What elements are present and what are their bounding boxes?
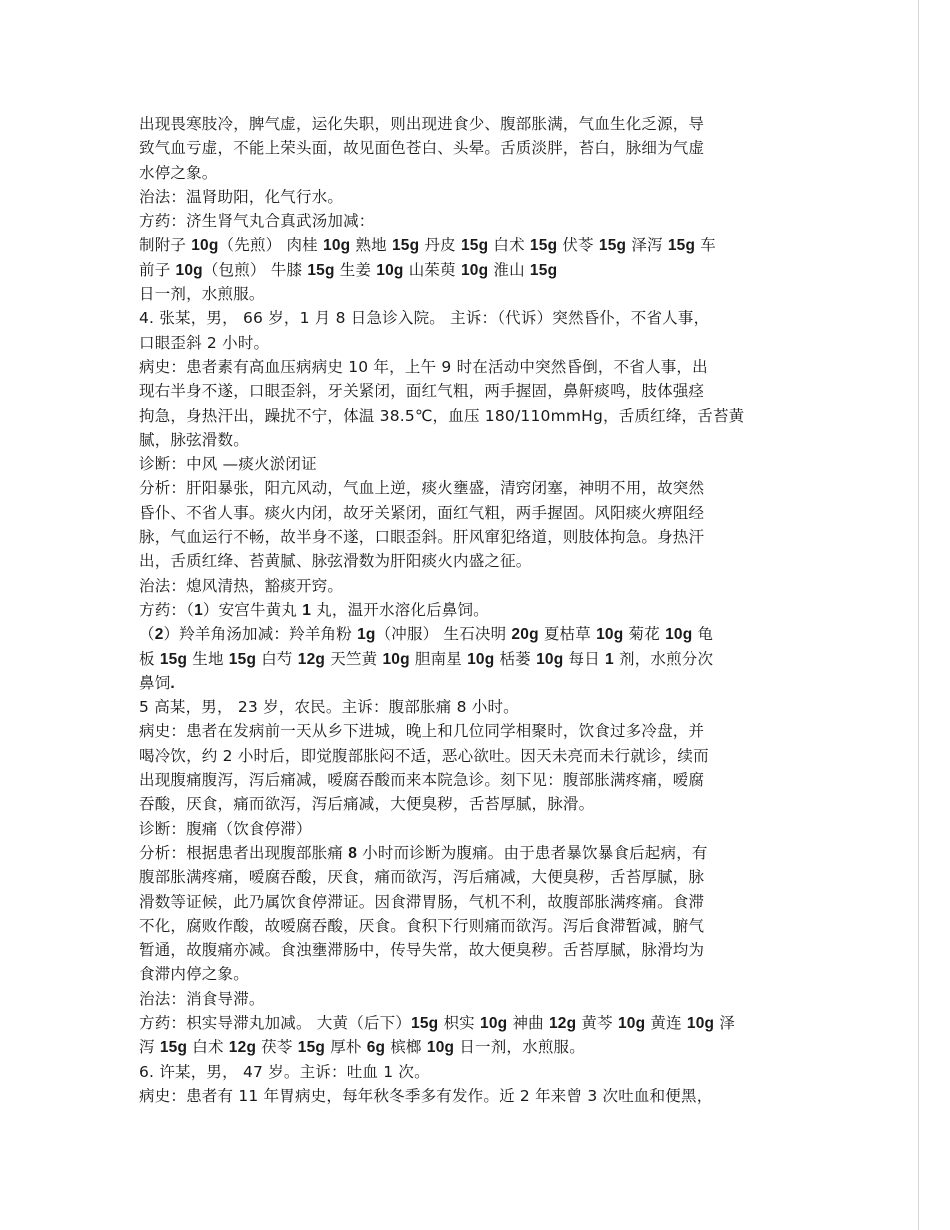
text-line: 治法：温肾助阳，化气行水。 (139, 187, 344, 206)
text-line: 出，舌质红绛、苔黄腻、脉弦滑数为肝阳痰火内盛之征。 (139, 552, 532, 571)
text-line: 病史：患者素有高血压病病史 10 年，上午 9 时在活动中突然昏倒，不省人事，出 (139, 357, 708, 376)
text-line: 不化，腐败作酸，故嗳腐吞酸，厌食。食积下行则痛而欲泻。泻后食滞暂减，腑气 (139, 916, 705, 935)
text-line: 出现畏寒肢冷，脾气虚，运化失职，则出现进食少、腹部胀满，气血生化乏源，导 (139, 115, 705, 133)
text-line: 治法：消食导滞。 (139, 989, 265, 1008)
text-line: 制附子 10g（先煎） 肉桂 10g 熟地 15g 丹皮 15g 白术 15g 伏苓 15g 泽泻 15g 车 (139, 236, 716, 255)
text-line: 口眼歪斜 2 小时。 (139, 333, 270, 352)
text-line: 昏仆、不省人事。痰火内闭，故牙关紧闭，面红气粗，两手握固。风阳痰火痹阻经 (139, 503, 705, 522)
text-line: 出现腹痛腹泻，泻后痛减，嗳腐吞酸而来本院急诊。刻下见：腹部胀满疼痛，嗳腐 (139, 771, 705, 790)
text-line: 食滞内停之象。 (139, 965, 249, 984)
text-line: 暂通，故腹痛亦减。食浊壅滞肠中，传导失常，故大便臭秽。舌苔厚腻，脉滑均为 (139, 941, 705, 960)
text-line: 前子 10g（包煎） 牛膝 15g 生姜 10g 山茱萸 10g 淮山 15g (139, 260, 558, 279)
text-line: 腻，脉弦滑数。 (139, 430, 249, 449)
text-line: 滑数等证候，此乃属饮食停滞证。因食滞胃肠，气机不利，故腹部胀满疼痛。食滞 (139, 892, 705, 911)
text-line: 腹部胀满疼痛，嗳腐吞酸，厌食，痛而欲泻，泻后痛减，大便臭秽，舌苔厚腻，脉 (139, 868, 705, 887)
text-line: 诊断：中风 —痰火淤闭证 (139, 455, 317, 474)
document-page (139, 112, 819, 1108)
text-line: 治法：熄风清热，豁痰开窍。 (139, 576, 344, 595)
text-line: 喝冷饮，约 2 小时后，即觉腹部胀闷不适，恶心欲吐。因天未亮而未行就诊，续而 (139, 746, 709, 765)
text-line: 致气血亏虚，不能上荣头面，故见面色苍白、头晕。舌质淡胖，苔白，脉细为气虚 (139, 139, 705, 158)
text-line: 板 15g 生地 15g 白芍 12g 天竺黄 10g 胆南星 10g 栝蒌 10g 每日 1 剂，水煎分次 (139, 649, 714, 668)
text-line: 鼻饲. (139, 673, 175, 692)
text-line: （2）羚羊角汤加减：羚羊角粉 1g（冲服） 生石决明 20g 夏枯草 10g 菊花 10g 龟 (139, 625, 714, 644)
text-line: 拘急，身热汗出，躁扰不宁，体温 38.5℃，血压 180/110mmHg，舌质红绛，舌苔黄 (139, 406, 745, 425)
text-line: 水停之象。 (139, 163, 218, 182)
text-line: 方药：（1）安宫牛黄丸 1 丸，温开水溶化后鼻饲。 (139, 600, 489, 619)
text-line: 方药：枳实导滞丸加减。 大黄（后下）15g 枳实 10g 神曲 12g 黄芩 10g 黄连 10g 泽 (139, 1013, 736, 1032)
text-line: 分析：肝阳暴张，阳亢风动，气血上逆，痰火壅盛，清窍闭塞，神明不用，故突然 (139, 479, 705, 498)
text-line: 分析：根据患者出现腹部胀痛 8 小时而诊断为腹痛。由于患者暴饮暴食后起病，有 (139, 843, 708, 862)
text-line: 病史：患者在发病前一天从乡下进城，晚上和几位同学相聚时，饮食过多冷盘，并 (139, 722, 705, 741)
text-line: 日一剂，水煎服。 (139, 285, 265, 304)
page-right-edge (918, 0, 919, 1230)
text-line: 诊断：腹痛（饮食停滞） (139, 819, 312, 838)
text-line: 6. 许某，男， 47 岁。主诉：吐血 1 次。 (139, 1062, 430, 1081)
text-line: 病史：患者有 11 年胃病史，每年秋冬季多有发作。近 2 年来曾 3 次吐血和便黑， (139, 1086, 713, 1105)
text-line: 脉，气血运行不畅，故半身不遂，口眼歪斜。肝风窜犯络道，则肢体拘急。身热汗 (139, 528, 705, 547)
text-line: 4. 张某，男， 66 岁，1 月 8 日急诊入院。 主诉：（代诉）突然昏仆，不省人事， (139, 309, 710, 328)
text-line: 5 高某，男， 23 岁，农民。主诉：腹部胀痛 8 小时。 (139, 698, 519, 717)
text-line: 吞酸，厌食，痛而欲泻，泻后痛减，大便臭秽，舌苔厚腻，脉滑。 (139, 795, 595, 814)
text-line: 方药：济生肾气丸合真武汤加减： (139, 212, 375, 231)
text-line: 泻 15g 白术 12g 茯苓 15g 厚朴 6g 槟榔 10g 日一剂，水煎服。 (139, 1038, 585, 1057)
text-line: 现右半身不遂，口眼歪斜，牙关紧闭，面红气粗，两手握固，鼻鼾痰鸣，肢体强痉 (139, 382, 705, 401)
